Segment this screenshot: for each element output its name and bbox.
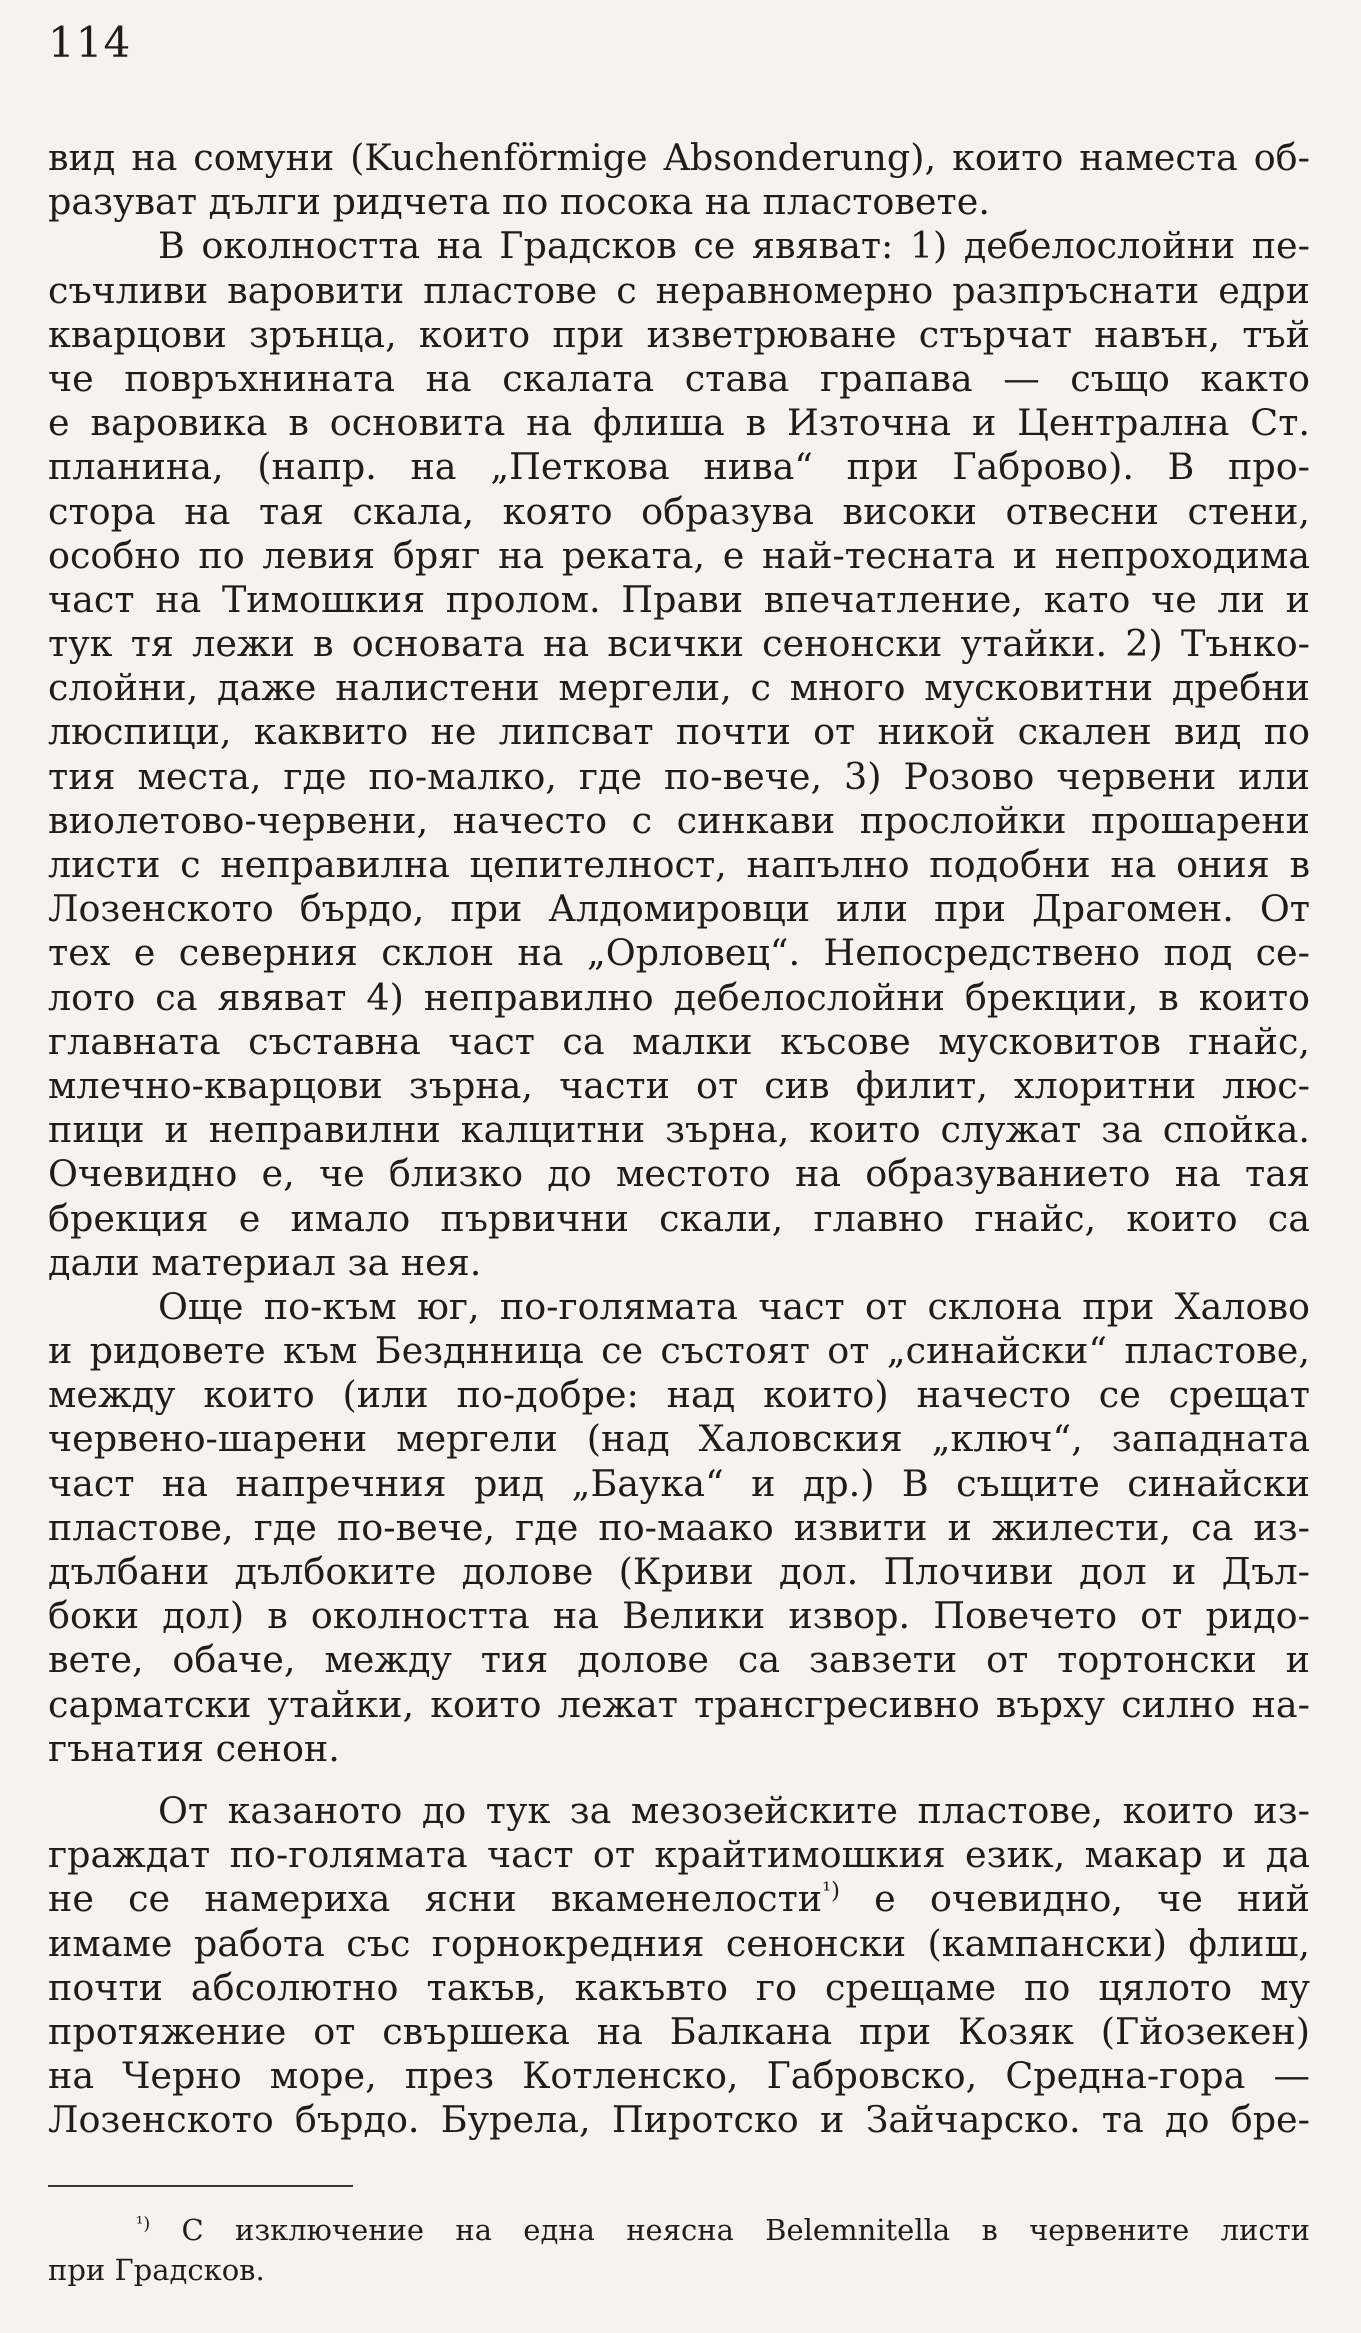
page-number: 114 — [48, 18, 132, 67]
text-line: кварцови зрънца, които при изветрюване стърчат навън, тъй — [48, 312, 1310, 356]
text-line: е варовика в основита на флиша в Източна и Централна Ст. — [48, 401, 1310, 445]
text-line: пици и неправилни калцитни зърна, които служат за спойка. — [48, 1108, 1310, 1152]
text-line: боки дол) в околността на Велики извор. Повечето от ридо- — [48, 1594, 1310, 1638]
main-text — [48, 136, 1310, 2142]
text-line: Лозенското бърдо, при Алдомировци или при Драгомен. От — [48, 887, 1310, 931]
text-line: на Черно море, през Котленско, Габровско, Средна-гора — — [48, 2054, 1310, 2098]
text-line: протяжение от свършека на Балкана при Козяк (Гйозекен) — [48, 2009, 1310, 2053]
text-line: червено-шарени мергели (над Халовския „ключ“, западната — [48, 1417, 1310, 1461]
text-line: разуват дълги ридчета по посока на пластовете. — [48, 180, 990, 224]
footnote-text: С изключение на една неясна Belemnitella в червените листи — [150, 2213, 1310, 2247]
text-line: Очевидно е, че близко до местото на образуванието на тая — [48, 1152, 1310, 1196]
text-line: слойни, даже налистени мергели, с много мусковитни дребни — [48, 666, 1310, 710]
text-line: тех е северния склон на „Орловец“. Непосредствено под се- — [48, 931, 1310, 975]
text-segment: е очевидно, че ний — [840, 1877, 1310, 1921]
text-line: листи с неправилна цепителност, напълно подобни на ония в — [48, 843, 1310, 886]
paragraph-start-line: В околността на Градсков се явяват: 1) дебелослойни пе- — [158, 224, 1310, 268]
text-line: че повръхнината на скалата става грапава — също както — [48, 356, 1310, 400]
text-line: млечно-кварцови зърна, части от сив филит, хлоритни люс- — [48, 1063, 1310, 1107]
text-line: вете, обаче, между тия долове са завзети от тортонски и — [48, 1638, 1310, 1682]
text-line: част на Тимошкия пролом. Прави впечатление, като че ли и — [48, 577, 1310, 621]
footnote-line — [48, 2210, 1310, 2250]
footnote-reference[interactable]: ¹) — [822, 1878, 840, 1905]
text-segment: не се намериха ясни вкаменелости — [48, 1877, 823, 1921]
text-line: част на напречния рид „Баука“ и др.) В същите синайски — [48, 1461, 1310, 1505]
paragraph-start-line: От казаното до тук за мезозейските пластове, които из- — [158, 1788, 1310, 1832]
text-line: между които (или по-добре: над които) начесто се срещат — [48, 1373, 1310, 1417]
text-line: лото са явяват 4) неправилно дебелослойни брекции, в които — [48, 975, 1310, 1019]
text-line: тук тя лежи в основата на всички сенонски утайки. 2) Тънко- — [48, 622, 1310, 666]
text-line: вид на сомуни (Kuchenförmige Absonderung), които наместа об- — [48, 136, 1310, 179]
footnote-divider — [48, 2185, 353, 2187]
text-line: главната съставна част са малки късове мусковитов гнайс, — [48, 1019, 1310, 1063]
text-line: Лозенското бърдо. Бурела, Пиротско и Зайчарско. та до бре- — [48, 2098, 1310, 2142]
text-line: брекция е имало първични скали, главно гнайс, които са — [48, 1196, 1310, 1240]
text-line: гънатия сенон. — [48, 1726, 340, 1770]
text-line: имаме работа със горнокредния сенонски (кампански) флиш, — [48, 1921, 1310, 1965]
paragraph-start-line: Още по-към юг, по-голямата част от склона при Халово — [158, 1284, 1310, 1328]
footnote-marker: ¹) — [136, 2213, 151, 2235]
text-line: дълбани дълбоките долове (Криви дол. Плочиви дол и Дъл- — [48, 1550, 1310, 1593]
text-line-with-footnote-ref — [48, 1877, 1310, 1921]
text-line: сарматски утайки, които лежат трансгресивно върху силно на- — [48, 1682, 1310, 1726]
text-line: планина, (напр. на „Петкова нива“ при Габрово). В про- — [48, 445, 1310, 489]
text-line: дали материал за нея. — [48, 1240, 482, 1284]
text-line: люспици, каквито не липсват почти от никой скален вид по — [48, 710, 1310, 754]
text-line: почти абсолютно такъв, какъвто го срещаме по цялото му — [48, 1965, 1310, 2009]
text-line: пластове, где по-вече, где по-маако извити и жилести, са из- — [48, 1505, 1310, 1549]
footnote-line: при Градсков. — [48, 2253, 265, 2287]
text-line: стора на тая скала, която образува високи отвесни стени, — [48, 489, 1310, 533]
text-line: граждат по-голямата част от крайтимошкия език, макар и да — [48, 1833, 1310, 1877]
footnote — [48, 2210, 1310, 2290]
text-line: и ридовете към Безднница се състоят от „синайски“ пластове, — [48, 1329, 1310, 1373]
text-line: особно по левия бряг на реката, е най-тесната и непроходима — [48, 533, 1310, 577]
text-line: съчливи варовити пластове с неравномерно разпръснати едри — [48, 268, 1310, 312]
text-line: виолетово-червени, начесто с синкави прослойки прошарени — [48, 798, 1310, 842]
text-line: тия места, где по-малко, где по-вече, 3) Розово червени или — [48, 754, 1310, 798]
